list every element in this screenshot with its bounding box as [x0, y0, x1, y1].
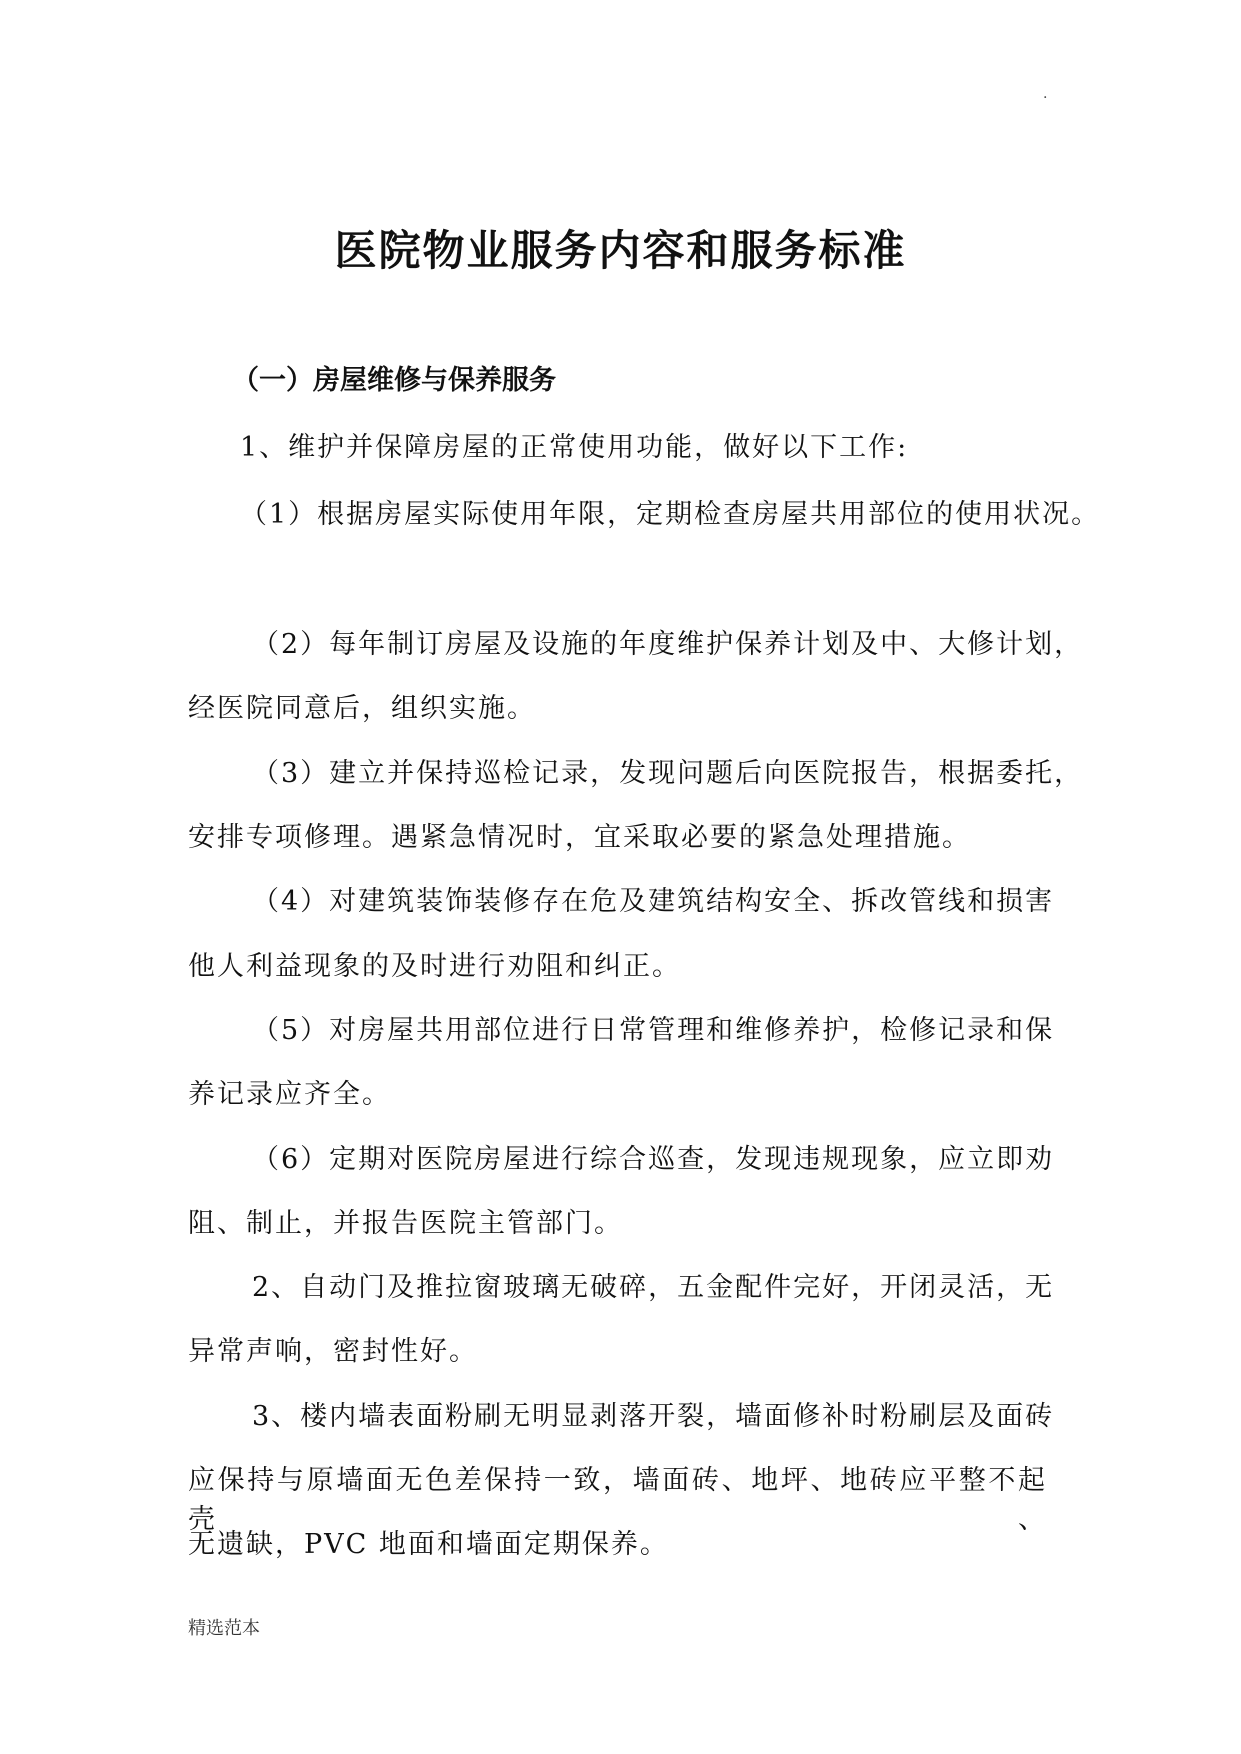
paragraph-line: 无遗缺，PVC 地面和墙面定期保养。 [188, 1529, 669, 1560]
paragraph-line: 3、楼内墙表面粉刷无明显剥落开裂，墙面修补时粉刷层及面砖 [252, 1401, 1055, 1432]
section-heading: （一）房屋维修与保养服务 [232, 365, 556, 396]
paragraph-line: （3）建立并保持巡检记录，发现问题后向医院报告，根据委托， [252, 758, 1084, 789]
page-title: 医院物业服务内容和服务标准 [334, 226, 907, 275]
paragraph-line: （6）定期对医院房屋进行综合巡查，发现违规现象，应立即劝 [252, 1144, 1055, 1175]
paragraph-line: 安排专项修理。遇紧急情况时，宜采取必要的紧急处理措施。 [188, 822, 971, 853]
paragraph-line: （5）对房屋共用部位进行日常管理和维修养护，检修记录和保 [252, 1015, 1055, 1046]
paragraph-line: 养记录应齐全。 [188, 1079, 391, 1110]
paragraph-line: 异常声响，密封性好。 [188, 1336, 478, 1367]
paragraph-line: 经医院同意后，组织实施。 [188, 693, 536, 724]
corner-mark: . [1043, 86, 1048, 102]
paragraph-line: （1）根据房屋实际使用年限，定期检查房屋共用部位的使用状况。 [240, 499, 1101, 530]
paragraph-line: 他人利益现象的及时进行劝阻和纠正。 [188, 951, 681, 982]
paragraph-line: 2、自动门及推拉窗玻璃无破碎，五金配件完好，开闭灵活，无 [252, 1272, 1055, 1303]
paragraph-line: 阻、制止，并报告医院主管部门。 [188, 1208, 623, 1239]
paragraph-line: （4）对建筑装饰装修存在危及建筑结构安全、拆改管线和损害 [252, 886, 1055, 917]
footer-label: 精选范本 [188, 1618, 260, 1639]
paragraph-line: 1、维护并保障房屋的正常使用功能，做好以下工作: [240, 432, 909, 463]
paragraph-line: （2）每年制订房屋及设施的年度维护保养计划及中、大修计划， [252, 629, 1084, 660]
paragraph-line: 应保持与原墙面无色差保持一致，墙面砖、地坪、地砖应平整不起壳、 [188, 1465, 1046, 1535]
